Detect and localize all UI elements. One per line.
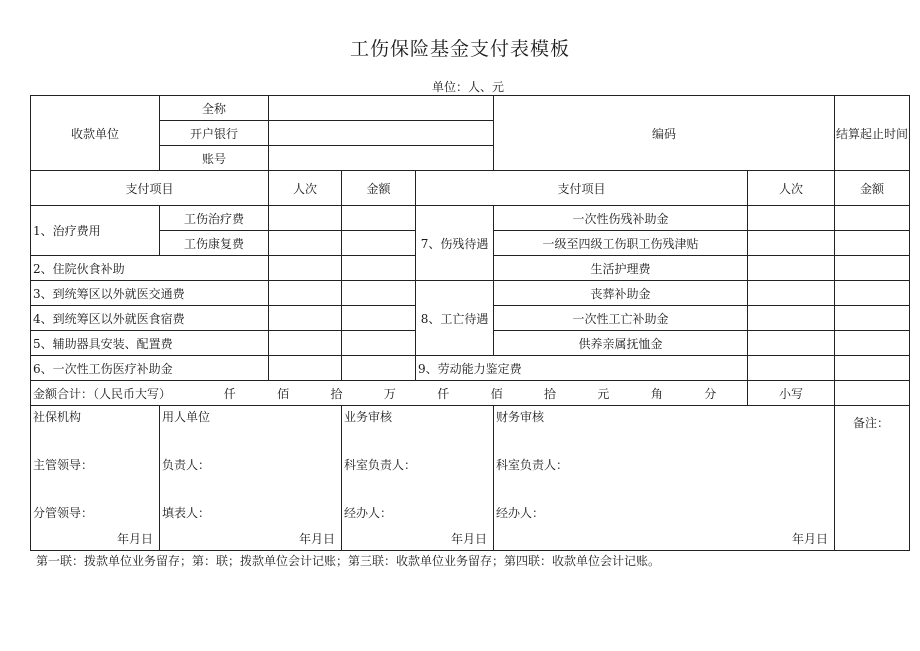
unit-char: 仟 [437, 386, 450, 401]
amount-cell[interactable] [342, 256, 416, 281]
sig-business-line1: 科室负责人： [344, 458, 417, 472]
account-field[interactable] [269, 146, 494, 171]
count-cell[interactable] [748, 206, 835, 231]
amount-cell[interactable] [342, 206, 416, 231]
amount-cell[interactable] [342, 331, 416, 356]
sig-finance-date: 年月日 [792, 532, 829, 546]
item-disability: 7、伤残待遇 [416, 206, 494, 281]
account-label: 账号 [160, 146, 269, 171]
item-aids: 5、辅助器具安装、配置费 [31, 331, 269, 356]
amount-cell[interactable] [342, 306, 416, 331]
footer-note: 第一联：拨款单位业务留存；第：联；拨款单位会计记账；第三联：收款单位业务留存；第四联：收款单位会计记账。 [36, 554, 661, 568]
item-death: 8、工亡待遇 [416, 281, 494, 356]
unit-char: 元 [597, 386, 610, 401]
full-name-label: 全称 [160, 96, 269, 121]
item-death-sub3: 供养亲属抚恤金 [494, 331, 748, 356]
full-name-field[interactable] [269, 96, 494, 121]
item-lodging: 4、到统筹区以外就医食宿费 [31, 306, 269, 331]
lowercase-label: 小写 [748, 381, 835, 406]
item-death-sub2: 一次性工亡补助金 [494, 306, 748, 331]
sig-notes[interactable] [835, 406, 910, 551]
sig-social [31, 406, 160, 551]
item-transport: 3、到统筹区以外就医交通费 [31, 281, 269, 306]
unit-char: 仟 [223, 386, 236, 401]
amount-cell[interactable] [835, 206, 910, 231]
count-cell[interactable] [748, 306, 835, 331]
sig-finance-line1: 科室负责人： [496, 458, 569, 472]
unit-char: 万 [383, 386, 396, 401]
amount-cell[interactable] [342, 356, 416, 381]
sig-employer-line1: 负责人： [162, 458, 211, 472]
right-count-header: 人次 [748, 171, 835, 206]
item-medical-sub2: 工伤康复费 [160, 231, 269, 256]
item-dis-sub1: 一次性伤残补助金 [494, 206, 748, 231]
left-count-header: 人次 [269, 171, 342, 206]
unit-char: 分 [704, 386, 717, 401]
payment-form-table [30, 95, 910, 551]
sig-business-date: 年月日 [451, 532, 488, 546]
sig-social-date: 年月日 [116, 532, 153, 546]
settle-time-label: 结算起止时间 [835, 96, 910, 171]
left-amount-header: 金额 [342, 171, 416, 206]
sig-finance [494, 406, 835, 551]
left-item-header: 支付项目 [31, 171, 269, 206]
unit-label: 单位：人、元 [432, 80, 505, 94]
total-units [193, 385, 747, 402]
item-medical: 1、治疗费用 [31, 206, 160, 256]
item-dis-sub2: 一级至四级工伤职工伤残津贴 [494, 231, 748, 256]
count-cell[interactable] [269, 231, 342, 256]
unit-char: 角 [650, 386, 663, 401]
amount-cell[interactable] [835, 256, 910, 281]
sig-business-title: 业务审核 [344, 410, 393, 424]
sig-finance-line2: 经办人： [496, 506, 545, 520]
sig-social-title: 社保机构 [33, 410, 82, 424]
unit-char: 佰 [490, 386, 503, 401]
sig-social-line2: 分管领导： [33, 506, 94, 520]
sig-business-line2: 经办人： [344, 506, 393, 520]
sig-employer-title: 用人单位 [162, 410, 211, 424]
item-death-sub1: 丧葬补助金 [494, 281, 748, 306]
count-cell[interactable] [269, 281, 342, 306]
item-appraisal: 9、劳动能力鉴定费 [416, 356, 748, 381]
count-cell[interactable] [748, 356, 835, 381]
bank-field[interactable] [269, 121, 494, 146]
sig-employer-line2: 填表人： [162, 506, 211, 520]
unit-char: 拾 [544, 386, 557, 401]
amount-cell[interactable] [835, 306, 910, 331]
code-label: 编码 [494, 96, 835, 171]
count-cell[interactable] [269, 256, 342, 281]
right-item-header: 支付项目 [416, 171, 748, 206]
count-cell[interactable] [748, 331, 835, 356]
form-title: 工伤保险基金支付表模板 [349, 38, 570, 60]
count-cell[interactable] [269, 206, 342, 231]
notes-label: 备注： [853, 416, 890, 430]
unit-char: 佰 [277, 386, 290, 401]
amount-cell[interactable] [342, 281, 416, 306]
amount-cell[interactable] [835, 231, 910, 256]
amount-cell[interactable] [835, 356, 910, 381]
lowercase-field[interactable] [835, 381, 910, 406]
amount-cell[interactable] [835, 331, 910, 356]
item-lump-medical: 6、一次性工伤医疗补助金 [31, 356, 269, 381]
item-dis-sub3: 生活护理费 [494, 256, 748, 281]
count-cell[interactable] [269, 356, 342, 381]
total-label: 金额合计：（人民币大写） [33, 386, 172, 401]
amount-cell[interactable] [835, 281, 910, 306]
payee-label: 收款单位 [31, 96, 160, 171]
count-cell[interactable] [269, 306, 342, 331]
amount-cell[interactable] [342, 231, 416, 256]
sig-social-line1: 主管领导： [33, 458, 94, 472]
sig-business [342, 406, 494, 551]
sig-employer [160, 406, 342, 551]
item-medical-sub1: 工伤治疗费 [160, 206, 269, 231]
count-cell[interactable] [269, 331, 342, 356]
count-cell[interactable] [748, 231, 835, 256]
total-uppercase-cell [31, 381, 748, 406]
sig-finance-title: 财务审核 [496, 410, 545, 424]
sig-employer-date: 年月日 [298, 532, 335, 546]
count-cell[interactable] [748, 256, 835, 281]
bank-label: 开户银行 [160, 121, 269, 146]
item-hospital-food: 2、住院伙食补助 [31, 256, 269, 281]
count-cell[interactable] [748, 281, 835, 306]
right-amount-header: 金额 [835, 171, 910, 206]
unit-char: 拾 [330, 386, 343, 401]
